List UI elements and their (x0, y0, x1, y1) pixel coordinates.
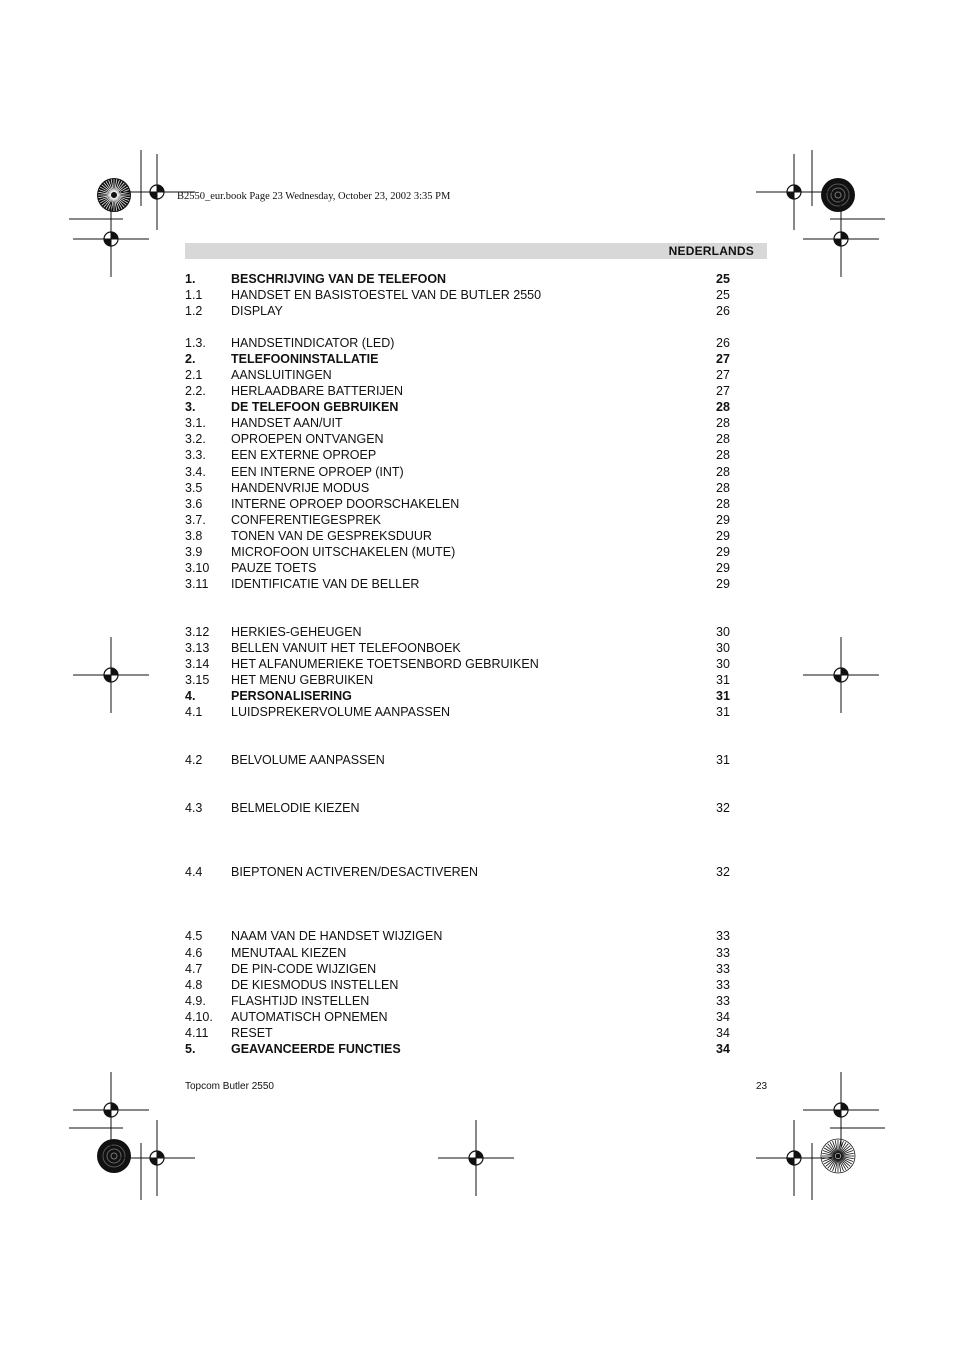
toc-entry-page: 33 (716, 978, 730, 992)
toc-entry-title: AUTOMATISCH OPNEMEN (231, 1010, 388, 1024)
toc-entry-title: LUIDSPREKERVOLUME AANPASSEN (231, 705, 451, 719)
toc-entry-number: 3.7. (185, 513, 206, 527)
toc-entry-title: DISPLAY (231, 304, 283, 318)
toc-entry (185, 977, 745, 993)
toc-entry (185, 335, 745, 351)
toc-entry-title: AANSLUITINGEN (231, 368, 332, 382)
toc-entry (185, 367, 745, 383)
toc-entry-number: 3.13 (185, 641, 210, 655)
toc-entry-page: 25 (716, 288, 730, 302)
toc-entry-title: RESET (231, 1026, 273, 1040)
toc-entry-number: 3.11 (185, 577, 209, 591)
toc-entry-page: 27 (716, 352, 730, 366)
toc-entry-page: 31 (716, 689, 730, 703)
toc-entry-title: BELVOLUME AANPASSEN (231, 753, 385, 767)
toc-entry-page: 30 (716, 625, 730, 639)
toc-entry (185, 640, 745, 656)
toc-entry (185, 351, 745, 367)
toc-entry (185, 800, 745, 816)
toc-entry (185, 752, 745, 768)
toc-entry-title: BIEPTONEN ACTIVEREN/DESACTIVEREN (231, 865, 479, 879)
toc-entry (185, 688, 745, 704)
toc-entry-page: 28 (716, 465, 730, 479)
toc-entry-page: 28 (716, 416, 730, 430)
toc-entry-title: CONFERENTIEGESPREK (231, 513, 382, 527)
toc-entry-number: 3.1. (185, 416, 206, 430)
toc-entry (185, 271, 745, 287)
toc-entry (185, 431, 745, 447)
toc-entry-number: 1. (185, 272, 196, 286)
toc-entry-title: HET MENU GEBRUIKEN (231, 673, 374, 687)
toc-entry-title: PERSONALISERING (231, 689, 352, 703)
toc-entry-number: 4.8 (185, 978, 203, 992)
toc-entry-number: 4.7 (185, 962, 203, 976)
toc-entry-title: BELLEN VANUIT HET TELEFOONBOEK (231, 641, 461, 655)
toc-entry-title: HERKIES-GEHEUGEN (231, 625, 362, 639)
toc-entry (185, 624, 745, 640)
toc-entry (185, 1025, 745, 1041)
toc-entry-title: INTERNE OPROEP DOORSCHAKELEN (231, 497, 460, 511)
toc-entry-number: 3.4. (185, 465, 206, 479)
toc-entry-number: 3.15 (185, 673, 210, 687)
toc-entry-number: 3.8 (185, 529, 203, 543)
toc-entry-page: 31 (716, 753, 730, 767)
toc-entry-number: 3. (185, 400, 196, 414)
toc-entry-page: 29 (716, 561, 730, 575)
toc-entry-title: EEN INTERNE OPROEP (INT) (231, 465, 404, 479)
toc-entry (185, 528, 745, 544)
toc-entry-page: 33 (716, 962, 730, 976)
footer-page-number: 23 (756, 1081, 768, 1092)
toc-entry (185, 383, 745, 399)
toc-entry-title: HANDENVRIJE MODUS (231, 481, 370, 495)
toc-entry (185, 399, 745, 415)
toc-entry (185, 464, 745, 480)
toc-entry-number: 3.14 (185, 657, 210, 671)
toc-entry-number: 3.6 (185, 497, 203, 511)
toc-entry-number: 3.2. (185, 432, 206, 446)
toc-entry-title: BELMELODIE KIEZEN (231, 801, 360, 815)
toc-entry-number: 1.3. (185, 336, 206, 350)
toc-entry-number: 4.4 (185, 865, 203, 879)
toc-entry-page: 29 (716, 577, 730, 591)
toc-entry-title: MICROFOON UITSCHAKELEN (MUTE) (231, 545, 456, 559)
toc-entry-page: 33 (716, 946, 730, 960)
toc-entry-number: 4. (185, 689, 196, 703)
toc-entry-number: 4.2 (185, 753, 203, 767)
toc-entry-page: 27 (716, 384, 730, 398)
toc-entry (185, 287, 745, 303)
toc-entry (185, 415, 745, 431)
toc-entry-page: 30 (716, 641, 730, 655)
toc-entry-page: 31 (716, 673, 730, 687)
slug-line: B2550_eur.book Page 23 Wednesday, October 23, 2002 3:35 PM (177, 191, 451, 202)
toc-entry-page: 29 (716, 513, 730, 527)
toc-entry-title: HANDSET EN BASISTOESTEL VAN DE BUTLER 2550 (231, 288, 542, 302)
toc-entry-number: 1.2 (185, 304, 203, 318)
toc-entry-number: 3.9 (185, 545, 203, 559)
toc-entry-title: DE PIN-CODE WIJZIGEN (231, 962, 377, 976)
toc-entry-title: FLASHTIJD INSTELLEN (231, 994, 370, 1008)
toc-entry (185, 864, 745, 880)
toc-entry-page: 33 (716, 994, 730, 1008)
toc-entry-page: 32 (716, 801, 730, 815)
toc-entry (185, 961, 745, 977)
toc-entry (185, 928, 745, 944)
toc-entry (185, 480, 745, 496)
toc-entry-number: 4.9. (185, 994, 206, 1008)
toc-entry-page: 30 (716, 657, 730, 671)
toc-entry-title: IDENTIFICATIE VAN DE BELLER (231, 577, 420, 591)
toc-entry-number: 2. (185, 352, 196, 366)
toc-entry-number: 4.10. (185, 1010, 213, 1024)
toc-entry-number: 1.1 (185, 288, 203, 302)
toc-entry-title: DE TELEFOON GEBRUIKEN (231, 400, 399, 414)
toc-entry-page: 34 (716, 1042, 730, 1056)
toc-entry-number: 4.1 (185, 705, 203, 719)
toc-entry-page: 33 (716, 929, 730, 943)
toc-entry (185, 656, 745, 672)
toc-entry-number: 4.5 (185, 929, 203, 943)
toc-entry-title: TELEFOONINSTALLATIE (231, 352, 379, 366)
toc-entry-title: NAAM VAN DE HANDSET WIJZIGEN (231, 929, 443, 943)
toc-entry-title: PAUZE TOETS (231, 561, 317, 575)
toc-entry-page: 29 (716, 529, 730, 543)
toc-entry-title: HANDSET AAN/UIT (231, 416, 343, 430)
toc-entry-title: MENUTAAL KIEZEN (231, 946, 347, 960)
toc-entry (185, 945, 745, 961)
toc-entry (185, 993, 745, 1009)
toc-entry-page: 26 (716, 304, 730, 318)
toc-entry-page: 29 (716, 545, 730, 559)
toc-entry-title: OPROEPEN ONTVANGEN (231, 432, 384, 446)
toc-entry-title: HET ALFANUMERIEKE TOETSENBORD GEBRUIKEN (231, 657, 539, 671)
toc-entry-number: 3.3. (185, 448, 206, 462)
toc-entry-page: 26 (716, 336, 730, 350)
toc-entry (185, 672, 745, 688)
toc-entry-page: 28 (716, 497, 730, 511)
footer-product: Topcom Butler 2550 (185, 1081, 274, 1092)
toc-entry (185, 560, 745, 576)
language-label: NEDERLANDS (668, 244, 754, 258)
toc-entry-page: 34 (716, 1026, 730, 1040)
toc-entry (185, 303, 745, 319)
toc-entry-page: 28 (716, 432, 730, 446)
toc-entry-page: 27 (716, 368, 730, 382)
toc-entry-number: 4.3 (185, 801, 203, 815)
toc-entry-page: 32 (716, 865, 730, 879)
toc-entry-title: TONEN VAN DE GESPREKSDUUR (231, 529, 432, 543)
toc-entry-page: 28 (716, 448, 730, 462)
toc-entry-page: 31 (716, 705, 730, 719)
toc-entry (185, 1009, 745, 1025)
toc-entry-page: 34 (716, 1010, 730, 1024)
toc-entry-page: 28 (716, 481, 730, 495)
toc-entry-title: EEN EXTERNE OPROEP (231, 448, 377, 462)
toc-entry-page: 25 (716, 272, 730, 286)
toc-entry-number: 4.6 (185, 946, 203, 960)
toc-entry (185, 496, 745, 512)
toc-entry-title: BESCHRIJVING VAN DE TELEFOON (231, 272, 447, 286)
toc-entry-number: 5. (185, 1042, 196, 1056)
toc-entry (185, 1041, 745, 1057)
toc-entry-number: 2.1 (185, 368, 203, 382)
toc-entry (185, 512, 745, 528)
toc-entry-number: 2.2. (185, 384, 206, 398)
toc-entry (185, 447, 745, 463)
toc-entry-page: 28 (716, 400, 730, 414)
toc-entry-number: 3.5 (185, 481, 203, 495)
toc-entry-number: 3.10 (185, 561, 210, 575)
toc-entry-number: 3.12 (185, 625, 210, 639)
toc-entry-title: GEAVANCEERDE FUNCTIES (231, 1042, 401, 1056)
toc-entry-title: HERLAADBARE BATTERIJEN (231, 384, 404, 398)
toc-entry-title: DE KIESMODUS INSTELLEN (231, 978, 399, 992)
toc-entry-title: HANDSETINDICATOR (LED) (231, 336, 395, 350)
toc-entry (185, 576, 745, 592)
toc-entry (185, 544, 745, 560)
toc-entry (185, 704, 745, 720)
toc-entry-number: 4.11 (185, 1026, 209, 1040)
